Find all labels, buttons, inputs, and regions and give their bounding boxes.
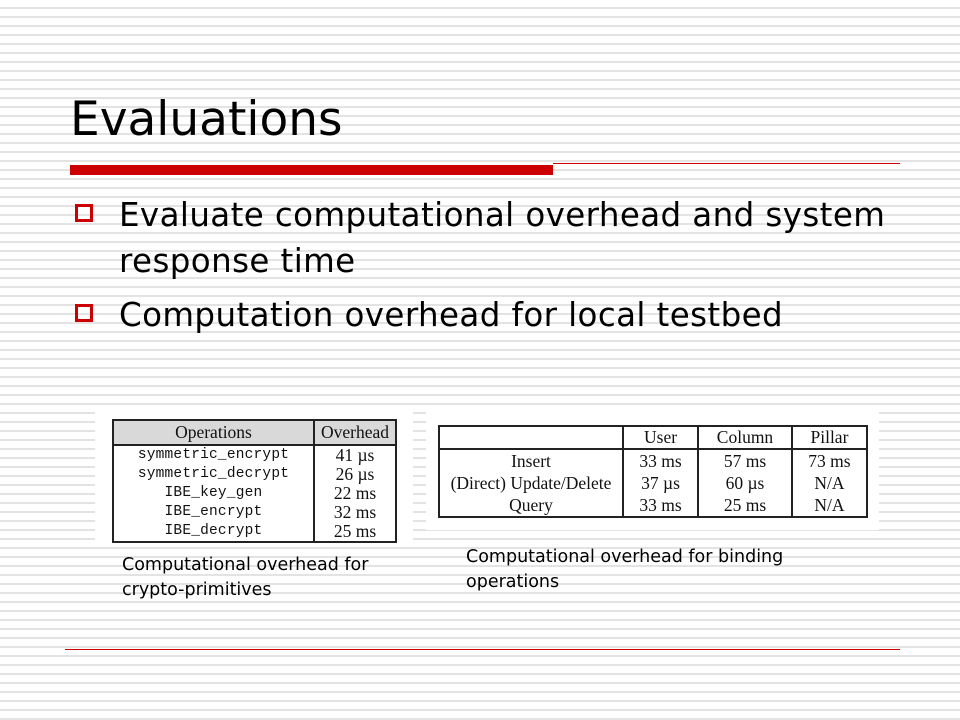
table-cell: 41 µs — [335, 445, 375, 465]
table-cell: (Direct) Update/Delete — [439, 472, 623, 494]
table-cell: Insert — [439, 449, 623, 472]
table-row — [113, 465, 396, 484]
table-cell: IBE_key_gen — [113, 484, 314, 503]
table-row — [113, 503, 396, 522]
table-cell: 33 ms — [623, 494, 698, 517]
binding-overhead-table — [438, 425, 868, 518]
table-cell: symmetric_encrypt — [113, 445, 314, 465]
table-cell: Query — [439, 494, 623, 517]
table-row — [113, 484, 396, 503]
table-cell: N/A — [814, 495, 845, 515]
column-header: Overhead — [314, 420, 396, 445]
table-cell: 73 ms — [808, 451, 851, 471]
table-row — [439, 449, 867, 472]
table-row — [113, 522, 396, 542]
column-header: Column — [698, 426, 792, 449]
bullet-text: Evaluate computational overhead and system response time — [119, 196, 886, 280]
column-header: Pillar — [792, 426, 867, 449]
table-cell: 25 ms — [333, 521, 377, 541]
table-cell: 57 ms — [698, 449, 792, 472]
table-row — [113, 445, 396, 465]
binding-table-caption: Computational overhead for binding operations — [466, 547, 784, 592]
table-cell: symmetric_decrypt — [113, 465, 314, 484]
table-cell: 26 µs — [335, 464, 375, 484]
title-underline-thin — [553, 163, 900, 164]
table-cell: 22 ms — [333, 483, 377, 503]
column-header: User — [623, 426, 698, 449]
binding-table-panel — [426, 407, 879, 530]
table-cell: IBE_encrypt — [113, 503, 314, 522]
title-underline-thick — [70, 165, 553, 175]
bullet-item — [73, 292, 903, 338]
table-header-row — [113, 420, 396, 445]
table-cell: 33 ms — [623, 449, 698, 472]
hollow-square-icon — [75, 204, 93, 222]
hollow-square-icon — [75, 304, 93, 322]
table-row — [439, 472, 867, 494]
table-row — [439, 494, 867, 517]
footer-divider — [65, 649, 900, 650]
table-cell: IBE_decrypt — [113, 522, 314, 542]
column-header — [439, 426, 623, 449]
bullet-list — [73, 192, 903, 346]
crypto-table-panel — [95, 407, 413, 547]
table-cell: 32 ms — [333, 502, 377, 522]
bullet-text: Computation overhead for local testbed — [119, 296, 784, 334]
table-cell: 60 µs — [698, 472, 792, 494]
column-header: Operations — [113, 420, 314, 445]
table-cell: 37 µs — [623, 472, 698, 494]
crypto-overhead-table — [112, 419, 397, 543]
table-cell: N/A — [814, 473, 845, 493]
crypto-table-caption: Computational overhead for crypto-primitives — [122, 555, 369, 600]
slide-title: Evaluations — [70, 92, 343, 147]
bullet-item — [73, 192, 903, 284]
table-cell: 25 ms — [698, 494, 792, 517]
table-header-row — [439, 426, 867, 449]
